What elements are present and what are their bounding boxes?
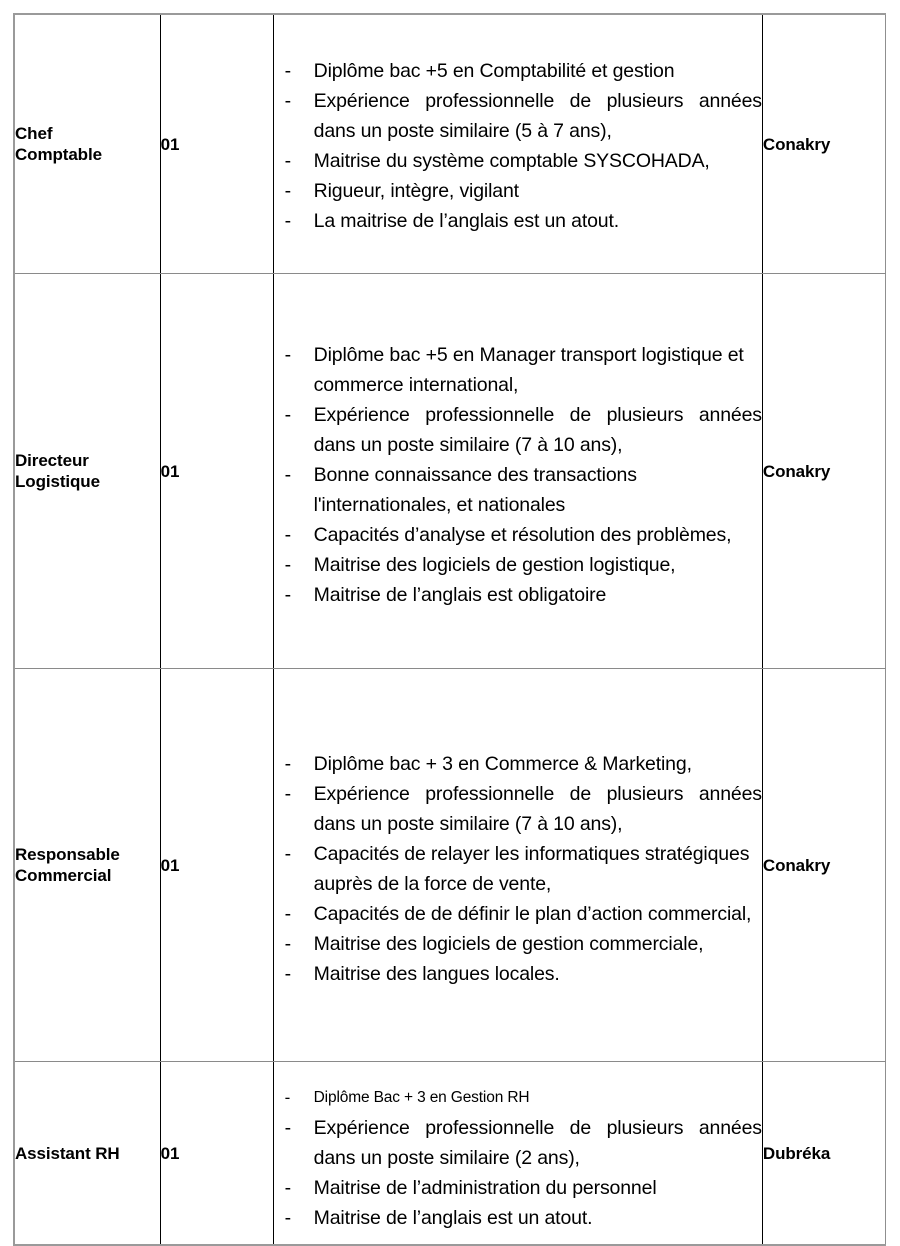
requirement-item (274, 340, 762, 400)
requirement-item (274, 550, 762, 580)
requirement-item (274, 206, 762, 236)
requirement-text: Maitrise de l’anglais est un atout. (313, 1207, 593, 1229)
dash-bullet-icon: - (284, 962, 291, 985)
requirement-item (274, 400, 762, 460)
requirement-text: La maitrise de l’anglais est un atout. (313, 210, 620, 232)
cell-count: 01 (160, 14, 273, 274)
requirement-text: Diplôme bac +5 en Comptabilité et gestion (313, 60, 675, 82)
requirements-list (274, 56, 762, 236)
requirement-item (274, 959, 762, 989)
requirement-item (274, 899, 762, 929)
position-line-1: Directeur (15, 451, 89, 470)
cell-count: 01 (160, 669, 273, 1062)
cell-position (14, 274, 160, 669)
requirement-text: Capacités de relayer les informatiques stratégiques auprès de la force de vente, (313, 842, 750, 895)
dash-bullet-icon: - (284, 180, 291, 202)
dash-bullet-icon: - (284, 554, 291, 576)
position-line-2: Comptable (15, 145, 102, 164)
dash-bullet-icon: - (284, 150, 291, 172)
cell-location: Conakry (762, 669, 885, 1062)
requirement-item (274, 839, 762, 899)
cell-requirements (273, 669, 762, 1062)
position-line-1: Chef (15, 124, 53, 143)
cell-position (14, 14, 160, 274)
requirement-item (274, 176, 762, 206)
job-vacancy-table (13, 13, 886, 1246)
cell-count: 01 (160, 274, 273, 669)
requirement-text: Expérience professionnelle de plusieurs années dans un poste similaire (7 à 10 ans), (313, 404, 762, 456)
cell-requirements (273, 1062, 762, 1246)
requirement-text: Diplôme bac + 3 en Commerce & Marketing, (313, 752, 692, 775)
requirement-text: Maitrise des langues locales. (313, 962, 560, 985)
requirement-item (274, 580, 762, 610)
requirement-item (274, 86, 762, 146)
position-line-1: Assistant RH (15, 1143, 120, 1163)
requirement-item (274, 779, 762, 839)
requirement-text: Maitrise de l’administration du personnel (313, 1177, 657, 1199)
position-line-1: Responsable (15, 845, 120, 864)
table-row (14, 669, 886, 1062)
requirements-list (274, 749, 762, 989)
table-row (14, 1062, 886, 1246)
requirement-text: Capacités d’analyse et résolution des problèmes, (313, 524, 732, 546)
cell-requirements (273, 274, 762, 669)
requirement-text: Maitrise du système comptable SYSCOHADA, (313, 150, 710, 172)
cell-location: Conakry (762, 274, 885, 669)
dash-bullet-icon: - (284, 584, 291, 606)
dash-bullet-icon: - (284, 464, 291, 486)
requirement-text: Bonne connaissance des transactions l'internationales, et nationales (313, 464, 637, 516)
requirement-text: Diplôme Bac + 3 en Gestion RH (313, 1089, 530, 1106)
requirement-item (274, 1173, 762, 1203)
cell-location: Dubréka (762, 1062, 885, 1246)
cell-location: Conakry (762, 14, 885, 274)
dash-bullet-icon: - (284, 1117, 291, 1139)
requirement-item (274, 749, 762, 779)
requirement-text: Rigueur, intègre, vigilant (313, 180, 519, 202)
dash-bullet-icon: - (284, 344, 291, 366)
position-line-2: Commercial (15, 866, 112, 885)
requirements-list (274, 340, 762, 610)
dash-bullet-icon: - (284, 752, 291, 775)
dash-bullet-icon: - (284, 932, 291, 955)
table-row (14, 274, 886, 669)
requirement-text: Maitrise de l’anglais est obligatoire (313, 584, 607, 606)
requirement-item (274, 1203, 762, 1233)
dash-bullet-icon: - (284, 842, 291, 865)
requirement-text: Maitrise des logiciels de gestion commerciale, (313, 932, 704, 955)
dash-bullet-icon: - (284, 782, 291, 805)
table-row (14, 14, 886, 274)
dash-bullet-icon: - (284, 902, 291, 925)
cell-position (14, 669, 160, 1062)
requirement-item (274, 460, 762, 520)
requirement-text: Expérience professionnelle de plusieurs années dans un poste similaire (5 à 7 ans), (313, 90, 762, 142)
requirement-item (274, 1113, 762, 1173)
dash-bullet-icon: - (284, 524, 291, 546)
table-body (14, 14, 886, 1245)
dash-bullet-icon: - (284, 60, 291, 82)
cell-position (14, 1062, 160, 1246)
requirement-text: Expérience professionnelle de plusieurs années dans un poste similaire (7 à 10 ans), (313, 782, 762, 835)
requirement-item (274, 1083, 762, 1113)
requirement-text: Diplôme bac +5 en Manager transport logistique et commerce international, (313, 344, 744, 396)
cell-requirements (273, 14, 762, 274)
dash-bullet-icon: - (284, 90, 291, 112)
requirement-item (274, 146, 762, 176)
requirements-list (274, 1083, 762, 1233)
dash-bullet-icon: - (284, 404, 291, 426)
requirement-text: Maitrise des logiciels de gestion logistique, (313, 554, 676, 576)
requirement-text: Expérience professionnelle de plusieurs années dans un poste similaire (2 ans), (313, 1117, 762, 1169)
cell-count: 01 (160, 1062, 273, 1246)
dash-bullet-icon: - (284, 210, 291, 232)
dash-bullet-icon: - (284, 1207, 291, 1229)
requirement-text: Capacités de de définir le plan d’action commercial, (313, 902, 752, 925)
position-line-2: Logistique (15, 472, 100, 491)
requirement-item (274, 929, 762, 959)
requirement-item (274, 520, 762, 550)
dash-bullet-icon: - (284, 1088, 291, 1107)
dash-bullet-icon: - (284, 1177, 291, 1199)
requirement-item (274, 56, 762, 86)
